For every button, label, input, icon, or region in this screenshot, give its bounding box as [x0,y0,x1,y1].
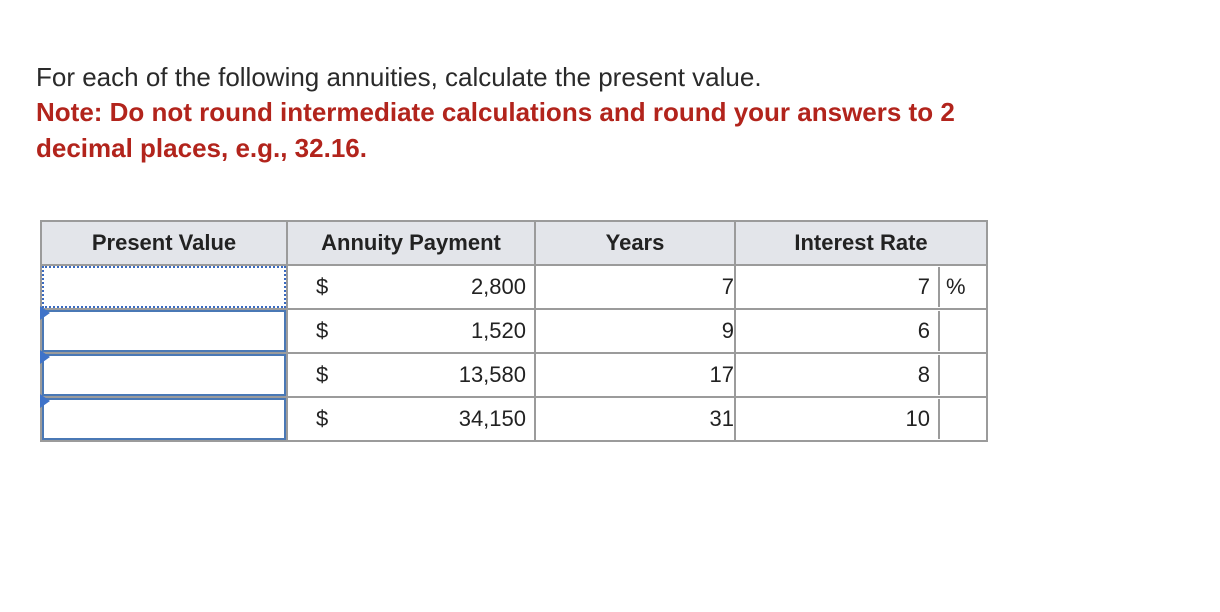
currency-symbol: $ [316,274,329,299]
annuity-payment-value: 1,520 [470,318,526,343]
present-value-input-1[interactable] [42,266,286,308]
row-marker-icon [40,306,50,320]
present-value-cell [41,397,287,441]
annuity-table [40,220,988,442]
annuity-payment-cell [287,265,535,309]
percent-unit-blank [938,355,986,395]
present-value-cell [41,309,287,353]
rounding-note-line-1: Note: Do not round intermediate calculations and round your answers to 2 [36,97,955,127]
present-value-input-4[interactable] [42,398,286,440]
interest-rate-value: 8 [917,362,930,387]
present-value-input-2[interactable] [42,310,286,352]
years-value: 7 [535,265,735,309]
header-years: Years [535,221,735,265]
header-annuity-payment: Annuity Payment [287,221,535,265]
table-row [41,309,987,353]
years-value: 17 [535,353,735,397]
header-interest-rate: Interest Rate [735,221,987,265]
interest-rate-cell [735,353,987,397]
present-value-cell [41,353,287,397]
years-value: 9 [535,309,735,353]
annuity-payment-value: 13,580 [458,362,526,387]
table-row [41,353,987,397]
annuity-payment-value: 34,150 [458,406,526,431]
interest-rate-value: 10 [905,406,930,431]
row-marker-icon [40,394,50,408]
currency-symbol: $ [316,362,329,387]
header-present-value: Present Value [41,221,287,265]
rounding-note-line-2: decimal places, e.g., 32.16. [36,133,367,163]
interest-rate-value: 6 [917,318,930,343]
question-instructions [36,60,1176,166]
percent-unit-blank [938,399,986,439]
currency-symbol: $ [316,406,329,431]
row-marker-icon [40,350,50,364]
question-intro: For each of the following annuities, calculate the present value. [36,62,762,92]
annuity-payment-cell [287,309,535,353]
currency-symbol: $ [316,318,329,343]
percent-unit-blank [938,311,986,351]
annuity-payment-cell [287,397,535,441]
percent-symbol: % [938,267,986,307]
present-value-input-3[interactable] [42,354,286,396]
interest-rate-value: 7 [917,274,930,299]
interest-rate-cell [735,397,987,441]
annuity-payment-value: 2,800 [470,274,526,299]
rounding-note [36,94,1176,166]
table-header-row [41,221,987,265]
present-value-cell [41,265,287,309]
years-value: 31 [535,397,735,441]
annuity-payment-cell [287,353,535,397]
table-row [41,397,987,441]
interest-rate-cell [735,309,987,353]
table-row [41,265,987,309]
interest-rate-cell [735,265,987,309]
